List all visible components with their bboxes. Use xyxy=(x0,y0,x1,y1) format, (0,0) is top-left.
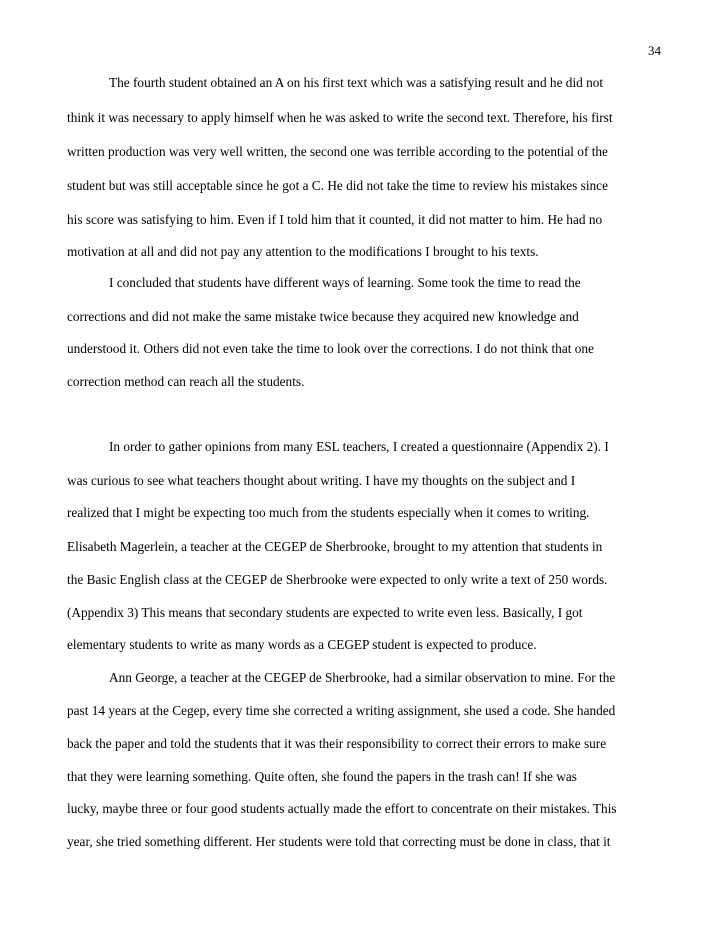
text-line: year, she tried something different. Her students were told that correcting must be done in class, that it xyxy=(67,834,611,849)
text-line: (Appendix 3) This means that secondary students are expected to write even less. Basically, I got xyxy=(67,605,583,620)
text-line: lucky, maybe three or four good students actually made the effort to concentrate on their mistakes. This xyxy=(67,801,617,816)
text-line: understood it. Others did not even take the time to look over the corrections. I do not think that one xyxy=(67,341,594,356)
page-number: 34 xyxy=(648,43,661,58)
text-line: that they were learning something. Quite often, she found the papers in the trash can! If she was xyxy=(67,769,577,784)
text-line: written production was very well written, the second one was terrible according to the potential of the xyxy=(67,144,608,159)
text-line: Ann George, a teacher at the CEGEP de Sherbrooke, had a similar observation to mine. For the xyxy=(109,670,616,685)
text-line: realized that I might be expecting too much from the students especially when it comes to writing. xyxy=(67,505,590,520)
text-line: student but was still acceptable since he got a C. He did not take the time to review his mistakes since xyxy=(67,178,608,193)
text-line: past 14 years at the Cegep, every time she corrected a writing assignment, she used a code. She handed xyxy=(67,703,616,718)
text-line: Elisabeth Magerlein, a teacher at the CEGEP de Sherbrooke, brought to my attention that students in xyxy=(67,539,603,554)
text-line: I concluded that students have different ways of learning. Some took the time to read the xyxy=(109,275,581,290)
text-line: back the paper and told the students that it was their responsibility to correct their errors to make sure xyxy=(67,736,607,751)
text-line: think it was necessary to apply himself when he was asked to write the second text. Therefore, his first xyxy=(67,110,613,125)
text-line: correction method can reach all the students. xyxy=(67,374,305,389)
text-line: motivation at all and did not pay any attention to the modifications I brought to his texts. xyxy=(67,244,539,259)
text-line: was curious to see what teachers thought about writing. I have my thoughts on the subject and I xyxy=(67,473,576,488)
text-line: In order to gather opinions from many ESL teachers, I created a questionnaire (Appendix 2). I xyxy=(109,439,609,454)
text-line: the Basic English class at the CEGEP de Sherbrooke were expected to only write a text of 250 words. xyxy=(67,572,608,587)
text-line: elementary students to write as many words as a CEGEP student is expected to produce. xyxy=(67,637,537,652)
text-line: his score was satisfying to him. Even if I told him that it counted, it did not matter to him. He had no xyxy=(67,212,603,227)
text-line: corrections and did not make the same mistake twice because they acquired new knowledge and xyxy=(67,309,579,324)
text-line: The fourth student obtained an A on his first text which was a satisfying result and he did not xyxy=(109,75,604,90)
